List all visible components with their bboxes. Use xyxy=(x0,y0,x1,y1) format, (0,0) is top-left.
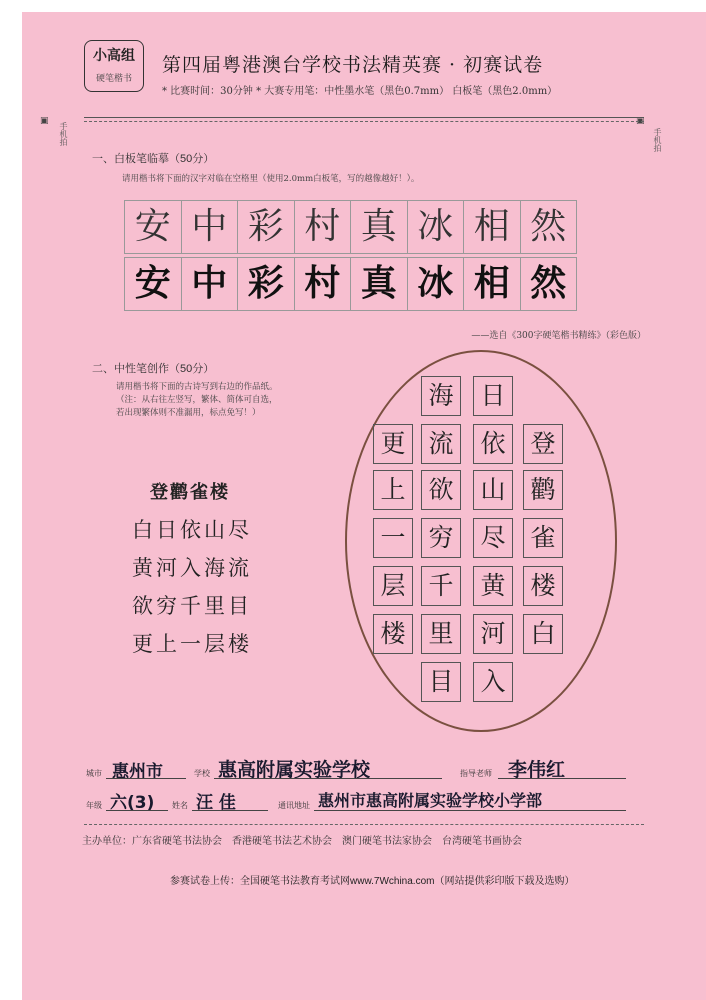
group-sub-label: 硬笔楷书 xyxy=(95,74,132,84)
section1-heading: 一、白板笔临摹（50分） xyxy=(92,153,215,165)
work-char-box: 穷 xyxy=(421,518,461,558)
name-label: 姓名 xyxy=(172,801,188,810)
city-underline xyxy=(106,778,186,779)
written-char: 然 xyxy=(520,257,578,311)
section1-instructions: 请用楷书将下面的汉字对临在空格里（使用2.0mm白板笔，写的越像越好！）。 xyxy=(122,174,420,184)
written-char: 村 xyxy=(294,257,352,311)
model-char: 安 xyxy=(124,200,182,254)
written-char: 真 xyxy=(350,257,408,311)
header-divider-dashed xyxy=(84,121,644,122)
written-char: 中 xyxy=(181,257,239,311)
section2-note-line: 若出现繁体则不准漏用，标点免写！） xyxy=(116,408,261,418)
section2-note-line: （注：从右往左竖写，繁体、简体可自选， xyxy=(116,395,278,405)
upload-note: 参赛试卷上传：全国硬笔书法教育考试网www.7Wchina.com（网站提供彩印版下载及选购） xyxy=(170,876,575,887)
work-char-box: 登 xyxy=(523,424,563,464)
school-value[interactable]: 惠高附属实验学校 xyxy=(218,759,371,781)
model-char: 中 xyxy=(181,200,239,254)
source-note: ——选自《300字硬笔楷书精练》（彩色版） xyxy=(471,331,646,341)
work-char-box: 千 xyxy=(421,566,461,606)
written-char: 安 xyxy=(124,257,182,311)
poem-line: 黄河入海流 xyxy=(132,556,252,580)
footer-divider xyxy=(84,824,644,825)
model-char: 冰 xyxy=(407,200,465,254)
work-char-box: 更 xyxy=(373,424,413,464)
group-label: 小高组 xyxy=(93,48,135,64)
work-char-box: 黄 xyxy=(473,566,513,606)
work-char-box: 上 xyxy=(373,470,413,510)
poem-line: 白日依山尽 xyxy=(132,518,252,542)
work-char-box: 鹳 xyxy=(523,470,563,510)
model-char: 相 xyxy=(463,200,521,254)
organizers: 主办单位：广东省硬笔书法协会 香港硬笔书法艺术协会 澳门硬笔书法家协会 台湾硬笔书画协会 xyxy=(82,836,522,847)
group-badge xyxy=(84,40,144,92)
work-char-box: 目 xyxy=(421,662,461,702)
poem-line: 欲穷千里目 xyxy=(132,594,252,618)
work-char-box: 入 xyxy=(473,662,513,702)
work-char-box: 河 xyxy=(473,614,513,654)
written-char: 彩 xyxy=(237,257,295,311)
model-char: 真 xyxy=(350,200,408,254)
teacher-label: 指导老师 xyxy=(460,769,492,778)
work-char-box: 山 xyxy=(473,470,513,510)
grade-value[interactable]: 六(3) xyxy=(110,793,155,813)
margin-note-left: 手机拍 xyxy=(59,122,68,146)
work-char-box: 流 xyxy=(421,424,461,464)
teacher-underline xyxy=(498,778,626,779)
school-label: 学校 xyxy=(194,769,210,778)
margin-note-right: 手机拍 xyxy=(653,128,662,152)
teacher-value[interactable]: 李伟红 xyxy=(508,759,566,781)
grade-underline xyxy=(106,810,168,811)
section2-note-line: 请用楷书将下面的古诗写到右边的作品纸。 xyxy=(116,382,278,392)
written-char: 相 xyxy=(463,257,521,311)
model-char: 然 xyxy=(520,200,578,254)
city-value[interactable]: 惠州市 xyxy=(112,762,163,782)
work-char-box: 层 xyxy=(373,566,413,606)
city-label: 城市 xyxy=(86,769,102,778)
address-underline xyxy=(314,810,626,811)
work-char-box: 里 xyxy=(421,614,461,654)
work-char-box: 楼 xyxy=(373,614,413,654)
grade-label: 年级 xyxy=(86,801,102,810)
exam-title: 第四届粤港澳台学校书法精英赛 · 初赛试卷 xyxy=(162,54,544,76)
name-underline xyxy=(192,810,268,811)
work-char-box: 依 xyxy=(473,424,513,464)
exam-subtitle: * 比赛时间：30分钟 * 大赛专用笔：中性墨水笔（黑色0.7mm） 白板笔（黑色2.0mm） xyxy=(162,86,558,97)
work-char-box: 日 xyxy=(473,376,513,416)
copy-grid-model-row xyxy=(124,200,576,254)
written-char: 冰 xyxy=(407,257,465,311)
work-char-box: 楼 xyxy=(523,566,563,606)
name-value[interactable]: 汪 佳 xyxy=(196,793,236,813)
model-char: 彩 xyxy=(237,200,295,254)
section2-heading: 二、中性笔创作（50分） xyxy=(92,363,215,375)
header-divider xyxy=(84,117,644,118)
poem-title: 登鹳雀楼 xyxy=(150,482,230,503)
work-char-box: 海 xyxy=(421,376,461,416)
model-char: 村 xyxy=(294,200,352,254)
work-char-box: 雀 xyxy=(523,518,563,558)
school-underline xyxy=(214,778,442,779)
work-char-box: 尽 xyxy=(473,518,513,558)
work-char-box: 白 xyxy=(523,614,563,654)
copy-grid-written-row xyxy=(124,257,576,311)
work-char-box: 一 xyxy=(373,518,413,558)
poem-line: 更上一层楼 xyxy=(132,632,252,656)
address-label: 通讯地址 xyxy=(278,801,310,810)
address-value[interactable]: 惠州市惠高附属实验学校小学部 xyxy=(318,791,543,810)
work-char-box: 欲 xyxy=(421,470,461,510)
phone-icon-right: ▣ xyxy=(636,116,645,126)
phone-icon-left: ▣ xyxy=(40,116,49,126)
